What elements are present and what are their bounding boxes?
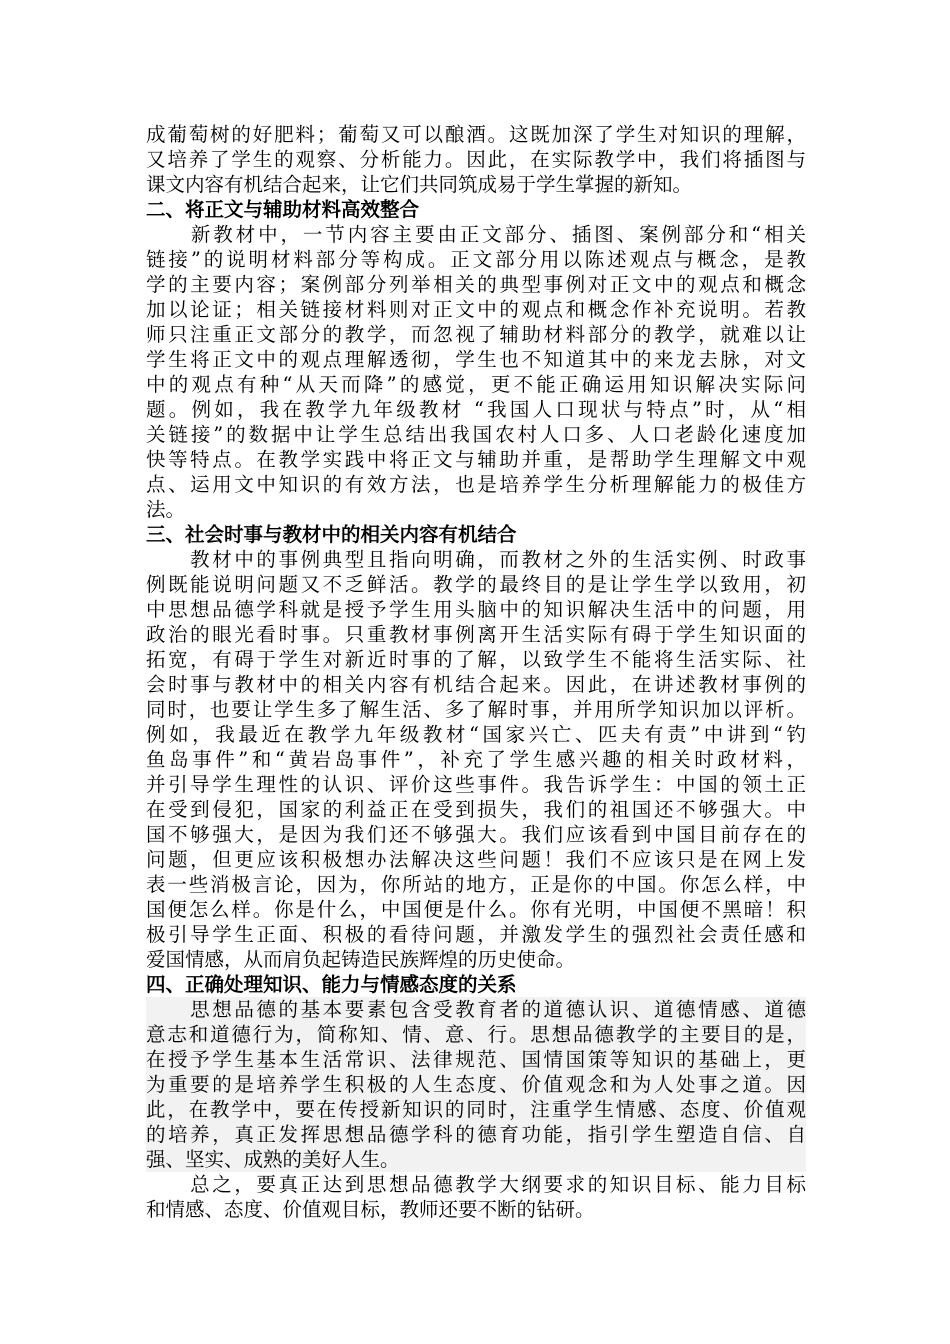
text-line: 鱼岛事件”和“黄岩岛事件”，补充了学生感兴趣的相关时政材料， — [146, 748, 806, 771]
text-line: 加以论证；相关链接材料则对正文中的观点和概念作补充说明。若教 — [146, 298, 806, 321]
text-line: 教材中的事例典型且指向明确，而教材之外的生活实例、时政事 — [146, 548, 806, 571]
heading-section-2: 二、将正文与辅助材料高效整合 — [146, 198, 420, 221]
text-line: 例如，我最近在教学九年级教材“国家兴亡、匹夫有责”中讲到“钓 — [146, 723, 806, 746]
text-line: 拓宽，有碍于学生对新近时事的了解，以致学生不能将生活实际、社 — [146, 648, 806, 671]
text-line: 学生将正文中的观点理解透彻，学生也不知道其中的来龙去脉，对文 — [146, 348, 806, 371]
paragraph-section-2 — [146, 222, 806, 522]
text-line: 题。例如，我在教学九年级教材 “我国人口现状与特点”时，从“相 — [146, 398, 806, 421]
text-line: 并引导学生理性的认识、评价这些事件。我告诉学生：中国的领土正 — [146, 773, 806, 796]
paragraph-section-3 — [146, 547, 806, 972]
text-line: 强、坚实、成熟的美好人生。 — [146, 1148, 400, 1171]
text-line: 新教材中，一节内容主要由正文部分、插图、案例部分和“相关 — [146, 223, 806, 246]
text-line: 中思想品德学科就是授予学生用头脑中的知识解决生活中的问题，用 — [146, 598, 806, 621]
text-line: 会时事与教材中的相关内容有机结合起来。因此，在讲述教材事例的 — [146, 673, 806, 696]
text-line: 快等特点。在教学实践中将正文与辅助并重，是帮助学生理解文中观 — [146, 448, 806, 471]
text-line: 点、运用文中知识的有效方法，也是培养学生分析理解能力的极佳方 — [146, 473, 806, 496]
text-line: 国便怎么样。你是什么，中国便是什么。你有光明，中国便不黑暗！积 — [146, 898, 806, 921]
paragraph-section-4 — [146, 997, 806, 1172]
text-line: 中的观点有种“从天而降”的感觉，更不能正确运用知识解决实际问 — [146, 373, 806, 396]
text-line: 在授予学生基本生活常识、法律规范、国情国策等知识的基础上，更 — [146, 1048, 806, 1071]
text-line: 国不够强大，是因为我们还不够强大。我们应该看到中国目前存在的 — [146, 823, 806, 846]
paragraph-conclusion — [146, 1172, 806, 1222]
text-line: 爱国情感，从而肩负起铸造民族辉煌的历史使命。 — [146, 948, 576, 971]
text-line: 意志和道德行为，简称知、情、意、行。思想品德教学的主要目的是， — [146, 1023, 806, 1046]
heading-section-4: 四、正确处理知识、能力与情感态度的关系 — [146, 973, 517, 996]
text-line: 例既能说明问题又不乏鲜活。教学的最终目的是让学生学以致用，初 — [146, 573, 806, 596]
text-line: 同时，也要让学生多了解生活、多了解时事，并用所学知识加以评析。 — [146, 698, 806, 721]
paragraph-continued — [146, 122, 806, 197]
text-line: 和情感、态度、价值观目标，教师还要不断的钻研。 — [146, 1198, 595, 1221]
text-line: 学的主要内容；案例部分列举相关的典型事例对正文中的观点和概念 — [146, 273, 806, 296]
text-line: 法。 — [146, 498, 186, 521]
text-line: 关链接”的数据中让学生总结出我国农村人口多、人口老龄化速度加 — [146, 423, 806, 446]
text-line: 极引导学生正面、积极的看待问题，并激发学生的强烈社会责任感和 — [146, 923, 806, 946]
text-line: 师只注重正文部分的教学，而忽视了辅助材料部分的教学，就难以让 — [146, 323, 806, 346]
text-line: 为重要的是培养学生积极的人生态度、价值观念和为人处事之道。因 — [146, 1073, 806, 1096]
text-line: 思想品德的基本要素包含受教育者的道德认识、道德情感、道德 — [146, 998, 806, 1021]
text-line: 课文内容有机结合起来，让它们共同筑成易于学生掌握的新知。 — [146, 173, 693, 196]
text-line: 成葡萄树的好肥料；葡萄又可以酿酒。这既加深了学生对知识的理解， — [146, 123, 806, 146]
document-page — [146, 122, 806, 1222]
text-line: 在受到侵犯，国家的利益正在受到损失，我们的祖国还不够强大。中 — [146, 798, 806, 821]
text-line: 问题，但更应该积极想办法解决这些问题！我们不应该只是在网上发 — [146, 848, 806, 871]
heading-section-3: 三、社会时事与教材中的相关内容有机结合 — [146, 523, 517, 546]
text-line: 此，在教学中，要在传授新知识的同时，注重学生情感、态度、价值观 — [146, 1098, 806, 1121]
text-line: 表一些消极言论，因为，你所站的地方，正是你的中国。你怎么样，中 — [146, 873, 806, 896]
text-line: 链接”的说明材料部分等构成。正文部分用以陈述观点与概念，是教 — [146, 248, 806, 271]
text-line: 的培养，真正发挥思想品德学科的德育功能，指引学生塑造自信、自 — [146, 1123, 806, 1146]
text-line: 又培养了学生的观察、分析能力。因此，在实际教学中，我们将插图与 — [146, 148, 806, 171]
text-line: 总之，要真正达到思想品德教学大纲要求的知识目标、能力目标 — [146, 1173, 806, 1196]
text-line: 政治的眼光看时事。只重教材事例离开生活实际有碍于学生知识面的 — [146, 623, 806, 646]
